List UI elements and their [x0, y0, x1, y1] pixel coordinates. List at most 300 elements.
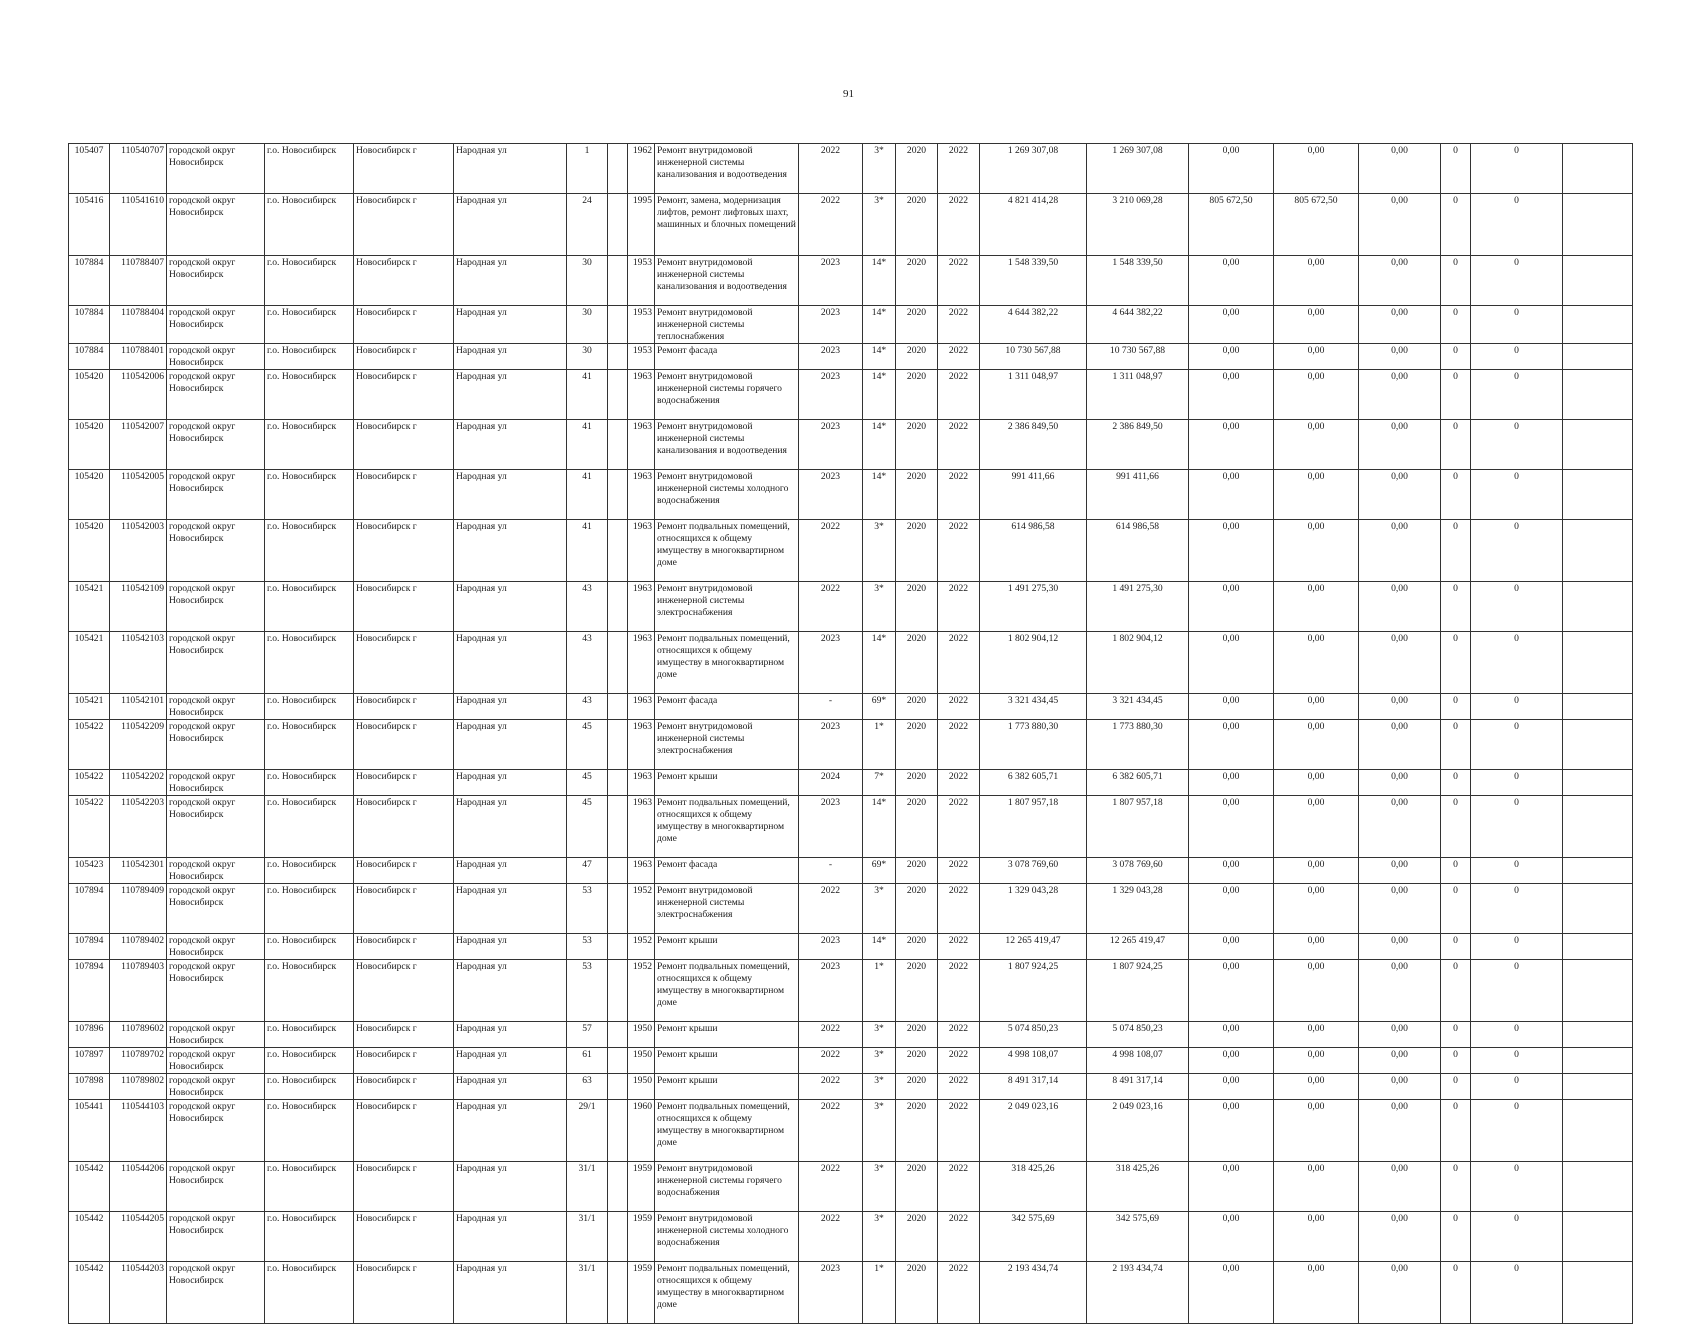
cell-total-cost: 614 986,58: [980, 520, 1087, 582]
cell-fund-cost: 3 321 434,45: [1087, 694, 1189, 720]
cell-city: Новосибирск г: [354, 934, 454, 960]
cell-empty: [608, 370, 628, 420]
cell-house-number: 30: [567, 306, 608, 344]
cell-total-cost: 1 773 880,30: [980, 720, 1087, 770]
cell-city: Новосибирск г: [354, 694, 454, 720]
cell-street: Народная ул: [454, 1100, 567, 1162]
cell-build-year: 1959: [628, 1262, 655, 1324]
cell-total-cost: 5 074 850,23: [980, 1022, 1087, 1048]
cell-note: 3*: [863, 520, 896, 582]
cell-period-to: 2022: [938, 420, 980, 470]
cell-empty: [608, 694, 628, 720]
cell-street: Народная ул: [454, 1162, 567, 1212]
cell-plan-year: 2022: [799, 1100, 863, 1162]
cell-period-from: 2020: [896, 1048, 938, 1074]
cell-count-b: 0: [1471, 194, 1563, 256]
cell-house-number: 53: [567, 884, 608, 934]
cell-empty: [1563, 344, 1633, 370]
cell-municipal-cost: 0,00: [1359, 470, 1441, 520]
cell-note: 3*: [863, 1162, 896, 1212]
cell-plan-year: 2022: [799, 1074, 863, 1100]
cell-build-year: 1963: [628, 770, 655, 796]
cell-municipality: г.о. Новосибирск: [265, 720, 354, 770]
table-row: [69, 344, 1633, 370]
cell-house-number: 43: [567, 694, 608, 720]
cell-count-b: 0: [1471, 934, 1563, 960]
cell-regional-cost: 0,00: [1274, 420, 1359, 470]
cell-period-to: 2022: [938, 884, 980, 934]
cell-regional-cost: 0,00: [1274, 256, 1359, 306]
cell-period-from: 2020: [896, 344, 938, 370]
cell-municipal-cost: 0,00: [1359, 1212, 1441, 1262]
cell-fund-cost: 1 807 924,25: [1087, 960, 1189, 1022]
cell-total-cost: 12 265 419,47: [980, 934, 1087, 960]
cell-note: 14*: [863, 344, 896, 370]
table-row: [69, 1022, 1633, 1048]
cell-work-code: 110789402: [110, 934, 167, 960]
cell-street: Народная ул: [454, 344, 567, 370]
cell-city: Новосибирск г: [354, 1100, 454, 1162]
table-row: [69, 720, 1633, 770]
cell-total-cost: 2 386 849,50: [980, 420, 1087, 470]
cell-federal-cost: 0,00: [1189, 1074, 1274, 1100]
cell-federal-cost: 0,00: [1189, 1262, 1274, 1324]
cell-fund-cost: 614 986,58: [1087, 520, 1189, 582]
cell-note: 14*: [863, 934, 896, 960]
cell-period-to: 2022: [938, 306, 980, 344]
cell-total-cost: 2 049 023,16: [980, 1100, 1087, 1162]
cell-plan-year: 2023: [799, 1262, 863, 1324]
cell-city: Новосибирск г: [354, 420, 454, 470]
cell-build-year: 1952: [628, 960, 655, 1022]
cell-period-to: 2022: [938, 858, 980, 884]
cell-district: городской округ Новосибирск: [167, 632, 265, 694]
cell-empty: [1563, 960, 1633, 1022]
cell-note: 3*: [863, 1048, 896, 1074]
cell-house-number: 1: [567, 144, 608, 194]
cell-note: 3*: [863, 884, 896, 934]
cell-municipal-cost: 0,00: [1359, 256, 1441, 306]
cell-count-a: 0: [1441, 1022, 1471, 1048]
cell-period-to: 2022: [938, 370, 980, 420]
cell-regional-cost: 0,00: [1274, 960, 1359, 1022]
cell-city: Новосибирск г: [354, 1074, 454, 1100]
cell-federal-cost: 0,00: [1189, 256, 1274, 306]
cell-build-year: 1963: [628, 520, 655, 582]
cell-street: Народная ул: [454, 1212, 567, 1262]
cell-federal-cost: 0,00: [1189, 934, 1274, 960]
cell-city: Новосибирск г: [354, 1162, 454, 1212]
cell-municipality: г.о. Новосибирск: [265, 520, 354, 582]
cell-build-year: 1963: [628, 796, 655, 858]
cell-house-id: 107894: [69, 884, 110, 934]
cell-city: Новосибирск г: [354, 582, 454, 632]
cell-count-b: 0: [1471, 144, 1563, 194]
cell-period-to: 2022: [938, 960, 980, 1022]
cell-work-code: 110544103: [110, 1100, 167, 1162]
cell-house-number: 41: [567, 470, 608, 520]
table-row: [69, 770, 1633, 796]
cell-work-type: Ремонт фасада: [655, 694, 799, 720]
cell-city: Новосибирск г: [354, 770, 454, 796]
cell-count-a: 0: [1441, 420, 1471, 470]
cell-count-b: 0: [1471, 1074, 1563, 1100]
cell-municipal-cost: 0,00: [1359, 420, 1441, 470]
cell-work-code: 110788407: [110, 256, 167, 306]
cell-work-type: Ремонт внутридомовой инженерной системы канализования и водоотведения: [655, 144, 799, 194]
cell-total-cost: 6 382 605,71: [980, 770, 1087, 796]
cell-regional-cost: 0,00: [1274, 470, 1359, 520]
cell-period-from: 2020: [896, 934, 938, 960]
cell-fund-cost: 1 491 275,30: [1087, 582, 1189, 632]
cell-work-code: 110544205: [110, 1212, 167, 1262]
cell-work-type: Ремонт внутридомовой инженерной системы холодного водоснабжения: [655, 470, 799, 520]
table-row: [69, 1212, 1633, 1262]
table-row: [69, 632, 1633, 694]
cell-work-code: 110789702: [110, 1048, 167, 1074]
cell-street: Народная ул: [454, 858, 567, 884]
cell-federal-cost: 0,00: [1189, 344, 1274, 370]
cell-period-from: 2020: [896, 420, 938, 470]
cell-district: городской округ Новосибирск: [167, 144, 265, 194]
cell-period-to: 2022: [938, 1048, 980, 1074]
cell-count-a: 0: [1441, 1212, 1471, 1262]
cell-regional-cost: 0,00: [1274, 632, 1359, 694]
cell-house-id: 107896: [69, 1022, 110, 1048]
table-row: [69, 858, 1633, 884]
cell-count-b: 0: [1471, 770, 1563, 796]
cell-count-a: 0: [1441, 1262, 1471, 1324]
cell-empty: [1563, 1048, 1633, 1074]
cell-federal-cost: 0,00: [1189, 420, 1274, 470]
cell-city: Новосибирск г: [354, 306, 454, 344]
cell-total-cost: 1 329 043,28: [980, 884, 1087, 934]
cell-count-b: 0: [1471, 1100, 1563, 1162]
cell-district: городской округ Новосибирск: [167, 884, 265, 934]
cell-period-to: 2022: [938, 256, 980, 306]
cell-empty: [608, 934, 628, 960]
cell-municipal-cost: 0,00: [1359, 770, 1441, 796]
cell-house-id: 105442: [69, 1162, 110, 1212]
cell-note: 14*: [863, 256, 896, 306]
table-row: [69, 470, 1633, 520]
cell-work-type: Ремонт подвальных помещений, относящихся к общему имуществу в многоквартирном доме: [655, 520, 799, 582]
cell-empty: [1563, 582, 1633, 632]
cell-regional-cost: 0,00: [1274, 884, 1359, 934]
cell-build-year: 1963: [628, 858, 655, 884]
cell-district: городской округ Новосибирск: [167, 1212, 265, 1262]
table-row: [69, 1048, 1633, 1074]
cell-street: Народная ул: [454, 1074, 567, 1100]
cell-plan-year: 2022: [799, 1212, 863, 1262]
cell-city: Новосибирск г: [354, 796, 454, 858]
cell-work-type: Ремонт подвальных помещений, относящихся к общему имуществу в многоквартирном доме: [655, 1100, 799, 1162]
cell-note: 3*: [863, 144, 896, 194]
cell-note: 14*: [863, 306, 896, 344]
cell-street: Народная ул: [454, 632, 567, 694]
cell-street: Народная ул: [454, 1022, 567, 1048]
cell-municipal-cost: 0,00: [1359, 1100, 1441, 1162]
cell-municipality: г.о. Новосибирск: [265, 1022, 354, 1048]
table-row: [69, 420, 1633, 470]
cell-note: 3*: [863, 1212, 896, 1262]
cell-municipality: г.о. Новосибирск: [265, 306, 354, 344]
cell-street: Народная ул: [454, 470, 567, 520]
cell-empty: [1563, 470, 1633, 520]
cell-district: городской округ Новосибирск: [167, 1074, 265, 1100]
cell-street: Народная ул: [454, 934, 567, 960]
cell-period-from: 2020: [896, 960, 938, 1022]
cell-regional-cost: 0,00: [1274, 520, 1359, 582]
cell-street: Народная ул: [454, 420, 567, 470]
cell-house-number: 31/1: [567, 1262, 608, 1324]
cell-city: Новосибирск г: [354, 720, 454, 770]
cell-municipal-cost: 0,00: [1359, 306, 1441, 344]
cell-house-number: 45: [567, 796, 608, 858]
cell-count-b: 0: [1471, 796, 1563, 858]
cell-federal-cost: 0,00: [1189, 1048, 1274, 1074]
cell-city: Новосибирск г: [354, 1212, 454, 1262]
cell-empty: [608, 194, 628, 256]
cell-house-number: 53: [567, 960, 608, 1022]
cell-house-number: 41: [567, 420, 608, 470]
cell-period-to: 2022: [938, 1100, 980, 1162]
cell-plan-year: 2022: [799, 1162, 863, 1212]
cell-plan-year: 2023: [799, 934, 863, 960]
cell-regional-cost: 0,00: [1274, 1048, 1359, 1074]
cell-work-code: 110788404: [110, 306, 167, 344]
cell-municipal-cost: 0,00: [1359, 194, 1441, 256]
cell-fund-cost: 6 382 605,71: [1087, 770, 1189, 796]
cell-federal-cost: 0,00: [1189, 582, 1274, 632]
cell-period-from: 2020: [896, 632, 938, 694]
cell-count-b: 0: [1471, 256, 1563, 306]
cell-empty: [608, 960, 628, 1022]
cell-district: городской округ Новосибирск: [167, 470, 265, 520]
cell-municipal-cost: 0,00: [1359, 858, 1441, 884]
cell-empty: [608, 470, 628, 520]
cell-city: Новосибирск г: [354, 1022, 454, 1048]
cell-build-year: 1950: [628, 1048, 655, 1074]
cell-period-to: 2022: [938, 1262, 980, 1324]
cell-note: 14*: [863, 470, 896, 520]
cell-plan-year: 2022: [799, 1022, 863, 1048]
cell-house-number: 63: [567, 1074, 608, 1100]
cell-count-b: 0: [1471, 1162, 1563, 1212]
cell-house-id: 107894: [69, 960, 110, 1022]
table-row: [69, 1074, 1633, 1100]
cell-note: 3*: [863, 582, 896, 632]
cell-empty: [1563, 256, 1633, 306]
cell-work-type: Ремонт внутридомовой инженерной системы теплоснабжения: [655, 306, 799, 344]
cell-district: городской округ Новосибирск: [167, 1162, 265, 1212]
cell-street: Народная ул: [454, 1262, 567, 1324]
cell-plan-year: -: [799, 858, 863, 884]
cell-work-type: Ремонт крыши: [655, 934, 799, 960]
cell-work-code: 110542006: [110, 370, 167, 420]
cell-street: Народная ул: [454, 884, 567, 934]
cell-period-to: 2022: [938, 796, 980, 858]
cell-count-a: 0: [1441, 370, 1471, 420]
cell-city: Новосибирск г: [354, 520, 454, 582]
cell-regional-cost: 0,00: [1274, 1022, 1359, 1048]
cell-work-type: Ремонт внутридомовой инженерной системы электроснабжения: [655, 884, 799, 934]
cell-count-b: 0: [1471, 632, 1563, 694]
cell-total-cost: 1 269 307,08: [980, 144, 1087, 194]
cell-build-year: 1950: [628, 1074, 655, 1100]
cell-federal-cost: 0,00: [1189, 770, 1274, 796]
cell-house-id: 105423: [69, 858, 110, 884]
cell-street: Народная ул: [454, 520, 567, 582]
cell-district: городской округ Новосибирск: [167, 520, 265, 582]
cell-period-from: 2020: [896, 144, 938, 194]
cell-count-a: 0: [1441, 796, 1471, 858]
cell-period-from: 2020: [896, 306, 938, 344]
cell-municipality: г.о. Новосибирск: [265, 770, 354, 796]
cell-work-type: Ремонт подвальных помещений, относящихся к общему имуществу в многоквартирном доме: [655, 632, 799, 694]
cell-federal-cost: 0,00: [1189, 1162, 1274, 1212]
cell-plan-year: 2023: [799, 344, 863, 370]
cell-count-b: 0: [1471, 420, 1563, 470]
cell-regional-cost: 0,00: [1274, 1162, 1359, 1212]
cell-regional-cost: 0,00: [1274, 1074, 1359, 1100]
cell-count-b: 0: [1471, 1212, 1563, 1262]
cell-city: Новосибирск г: [354, 1262, 454, 1324]
cell-empty: [1563, 1074, 1633, 1100]
cell-house-number: 24: [567, 194, 608, 256]
cell-work-code: 110542203: [110, 796, 167, 858]
cell-house-id: 107884: [69, 344, 110, 370]
cell-house-id: 107884: [69, 256, 110, 306]
cell-regional-cost: 0,00: [1274, 144, 1359, 194]
cell-municipality: г.о. Новосибирск: [265, 420, 354, 470]
cell-house-id: 105422: [69, 796, 110, 858]
cell-note: 14*: [863, 420, 896, 470]
cell-house-number: 41: [567, 370, 608, 420]
cell-period-to: 2022: [938, 344, 980, 370]
cell-city: Новосибирск г: [354, 960, 454, 1022]
cell-work-type: Ремонт подвальных помещений, относящихся к общему имуществу в многоквартирном доме: [655, 960, 799, 1022]
cell-note: 1*: [863, 1262, 896, 1324]
cell-count-a: 0: [1441, 470, 1471, 520]
cell-house-number: 53: [567, 934, 608, 960]
cell-fund-cost: 2 193 434,74: [1087, 1262, 1189, 1324]
cell-work-type: Ремонт крыши: [655, 1022, 799, 1048]
table-row: [69, 884, 1633, 934]
cell-city: Новосибирск г: [354, 370, 454, 420]
cell-work-type: Ремонт внутридомовой инженерной системы электроснабжения: [655, 582, 799, 632]
cell-house-id: 105420: [69, 470, 110, 520]
cell-federal-cost: 0,00: [1189, 1212, 1274, 1262]
cell-empty: [608, 884, 628, 934]
cell-empty: [608, 1048, 628, 1074]
cell-plan-year: 2022: [799, 144, 863, 194]
cell-city: Новосибирск г: [354, 470, 454, 520]
cell-district: городской округ Новосибирск: [167, 306, 265, 344]
cell-house-id: 105442: [69, 1262, 110, 1324]
cell-federal-cost: 805 672,50: [1189, 194, 1274, 256]
cell-empty: [608, 420, 628, 470]
table-row: [69, 960, 1633, 1022]
cell-federal-cost: 0,00: [1189, 858, 1274, 884]
cell-empty: [1563, 770, 1633, 796]
cell-regional-cost: 0,00: [1274, 770, 1359, 796]
cell-plan-year: 2023: [799, 632, 863, 694]
cell-work-code: 110542101: [110, 694, 167, 720]
cell-work-type: Ремонт крыши: [655, 1074, 799, 1100]
cell-house-id: 105442: [69, 1212, 110, 1262]
cell-work-type: Ремонт фасада: [655, 858, 799, 884]
cell-plan-year: 2022: [799, 1048, 863, 1074]
cell-empty: [1563, 1022, 1633, 1048]
cell-count-a: 0: [1441, 1100, 1471, 1162]
cell-regional-cost: 0,00: [1274, 306, 1359, 344]
cell-federal-cost: 0,00: [1189, 306, 1274, 344]
cell-period-to: 2022: [938, 582, 980, 632]
cell-period-to: 2022: [938, 1022, 980, 1048]
cell-count-a: 0: [1441, 1162, 1471, 1212]
table-row: [69, 1162, 1633, 1212]
table-row: [69, 934, 1633, 960]
cell-municipality: г.о. Новосибирск: [265, 582, 354, 632]
cell-note: 3*: [863, 1074, 896, 1100]
cell-empty: [1563, 420, 1633, 470]
cell-work-type: Ремонт внутридомовой инженерной системы канализования и водоотведения: [655, 420, 799, 470]
cell-municipal-cost: 0,00: [1359, 720, 1441, 770]
cell-municipality: г.о. Новосибирск: [265, 934, 354, 960]
cell-district: городской округ Новосибирск: [167, 256, 265, 306]
cell-build-year: 1963: [628, 720, 655, 770]
cell-federal-cost: 0,00: [1189, 370, 1274, 420]
cell-note: 14*: [863, 632, 896, 694]
cell-street: Народная ул: [454, 720, 567, 770]
cell-city: Новосибирск г: [354, 256, 454, 306]
cell-period-to: 2022: [938, 1212, 980, 1262]
cell-municipality: г.о. Новосибирск: [265, 960, 354, 1022]
cell-count-a: 0: [1441, 770, 1471, 796]
cell-count-a: 0: [1441, 1074, 1471, 1100]
cell-municipal-cost: 0,00: [1359, 1022, 1441, 1048]
cell-regional-cost: 0,00: [1274, 1262, 1359, 1324]
cell-municipal-cost: 0,00: [1359, 370, 1441, 420]
cell-street: Народная ул: [454, 1048, 567, 1074]
cell-note: 14*: [863, 796, 896, 858]
cell-district: городской округ Новосибирск: [167, 1022, 265, 1048]
cell-house-id: 105422: [69, 770, 110, 796]
cell-municipal-cost: 0,00: [1359, 1074, 1441, 1100]
cell-period-to: 2022: [938, 194, 980, 256]
cell-count-a: 0: [1441, 144, 1471, 194]
cell-federal-cost: 0,00: [1189, 884, 1274, 934]
cell-municipality: г.о. Новосибирск: [265, 694, 354, 720]
cell-district: городской округ Новосибирск: [167, 1048, 265, 1074]
cell-fund-cost: 1 311 048,97: [1087, 370, 1189, 420]
cell-work-type: Ремонт подвальных помещений, относящихся к общему имуществу в многоквартирном доме: [655, 796, 799, 858]
cell-regional-cost: 0,00: [1274, 1212, 1359, 1262]
cell-house-number: 57: [567, 1022, 608, 1048]
cell-plan-year: 2022: [799, 520, 863, 582]
cell-municipal-cost: 0,00: [1359, 1162, 1441, 1212]
cell-period-to: 2022: [938, 144, 980, 194]
cell-house-number: 31/1: [567, 1162, 608, 1212]
cell-federal-cost: 0,00: [1189, 960, 1274, 1022]
cell-count-b: 0: [1471, 858, 1563, 884]
cell-municipal-cost: 0,00: [1359, 1048, 1441, 1074]
cell-district: городской округ Новосибирск: [167, 770, 265, 796]
cell-regional-cost: 0,00: [1274, 694, 1359, 720]
cell-regional-cost: 805 672,50: [1274, 194, 1359, 256]
table-row: [69, 1262, 1633, 1324]
